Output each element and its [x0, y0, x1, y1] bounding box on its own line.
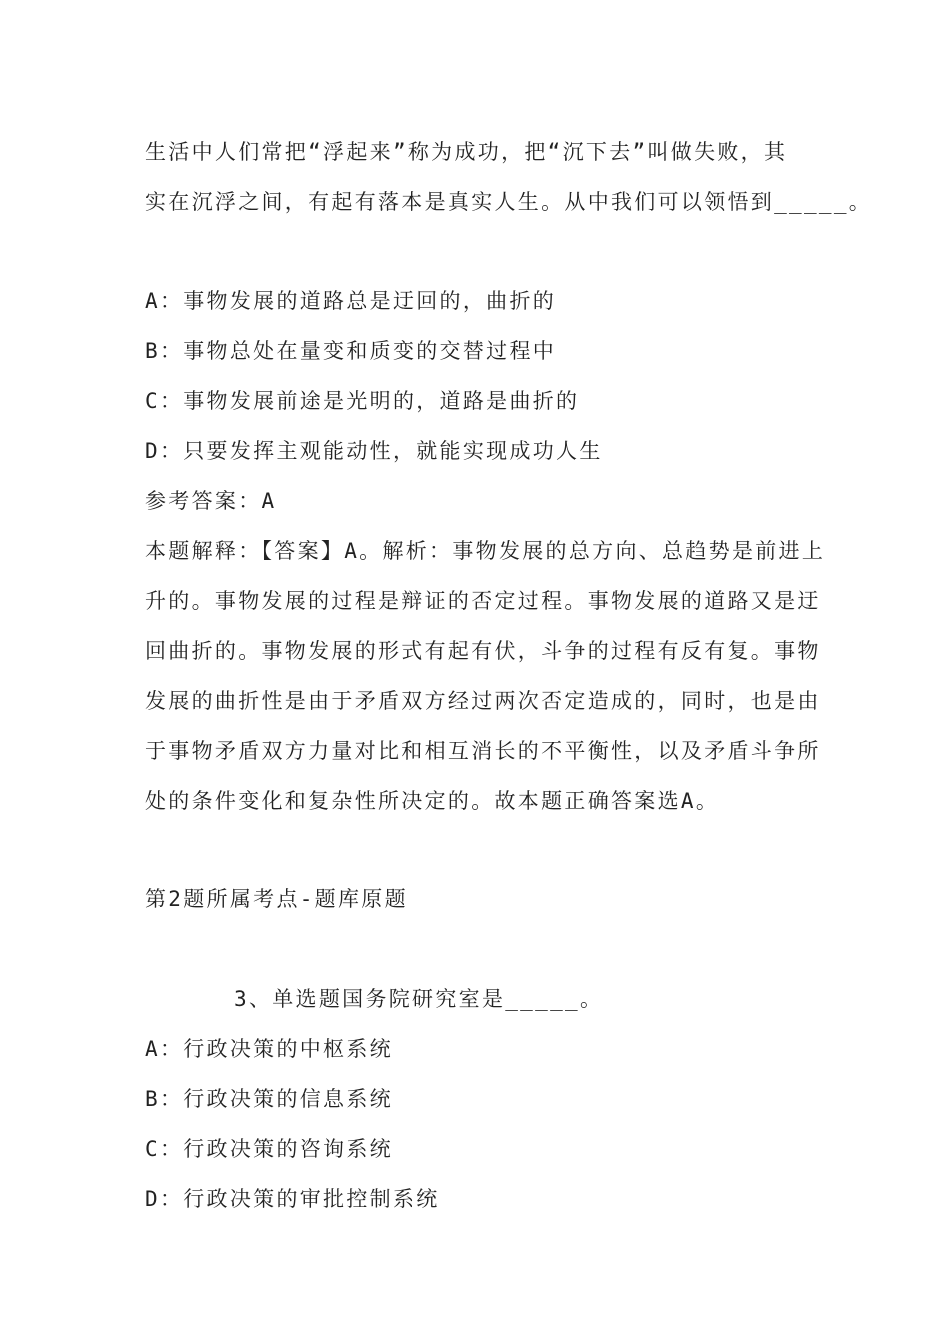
question-2-explanation-line-3: 回曲折的。事物发展的形式有起有伏，斗争的过程有反有复。事物	[145, 639, 821, 663]
question-3-option-c: C：行政决策的咨询系统	[145, 1137, 393, 1161]
question-2-stem-line-2: 实在沉浮之间，有起有落本是真实人生。从中我们可以领悟到_____。	[145, 190, 873, 214]
question-2-option-b: B：事物总处在量变和质变的交替过程中	[145, 339, 557, 363]
question-3-option-a: A：行政决策的中枢系统	[145, 1037, 393, 1061]
question-2-explanation-line-1: 本题解释：【答案】A。解析：事物发展的总方向、总趋势是前进上	[145, 539, 826, 563]
question-2-explanation-line-2: 升的。事物发展的过程是辩证的否定过程。事物发展的道路又是迂	[145, 589, 821, 613]
question-2-answer: 参考答案：A	[145, 489, 277, 513]
question-3-option-d: D：行政决策的审批控制系统	[145, 1187, 440, 1211]
question-2-explanation-line-6: 处的条件变化和复杂性所决定的。故本题正确答案选A。	[145, 789, 720, 813]
question-2-stem-line-1: 生活中人们常把“浮起来”称为成功，把“沉下去”叫做失败，其	[145, 140, 788, 164]
question-2-option-a: A：事物发展的道路总是迂回的，曲折的	[145, 289, 557, 313]
question-2-explanation-line-4: 发展的曲折性是由于矛盾双方经过两次否定造成的，同时，也是由	[145, 689, 821, 713]
question-2-topic: 第2题所属考点-题库原题	[145, 887, 408, 911]
question-3-stem: 3、单选题国务院研究室是_____。	[234, 987, 604, 1011]
question-2-option-d: D：只要发挥主观能动性，就能实现成功人生	[145, 439, 603, 463]
question-3-option-b: B：行政决策的信息系统	[145, 1087, 393, 1111]
question-2-explanation-line-5: 于事物矛盾双方力量对比和相互消长的不平衡性，以及矛盾斗争所	[145, 739, 821, 763]
question-2-option-c: C：事物发展前途是光明的，道路是曲折的	[145, 389, 580, 413]
